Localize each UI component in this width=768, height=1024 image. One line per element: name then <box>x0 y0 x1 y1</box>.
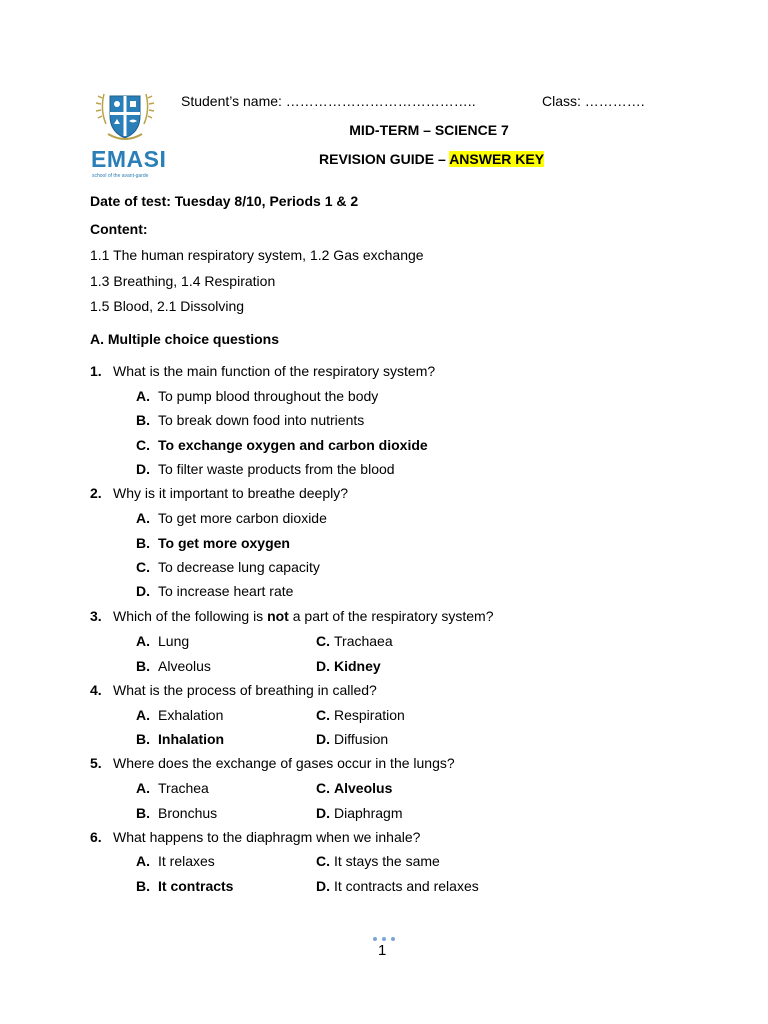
option-letter: C. <box>316 853 330 869</box>
question-number: 2. <box>90 485 102 501</box>
question-number: 4. <box>90 682 102 698</box>
page-subtitle <box>319 150 544 168</box>
correct-answer-text: It contracts <box>158 878 234 894</box>
student-name-field: Student’s name: ………………………………….. <box>181 93 476 109</box>
option-letter: A. <box>136 780 150 796</box>
option-letter: D. <box>316 731 330 747</box>
option-letter: D. <box>316 805 330 821</box>
option-letter: B. <box>136 412 150 428</box>
option-text: Lung <box>158 633 190 649</box>
section-a-title: A. Multiple choice questions <box>90 331 280 347</box>
option-letter: B. <box>136 535 150 551</box>
option-letter: A. <box>136 853 150 869</box>
option-letter: A. <box>136 510 150 526</box>
option-letter: B. <box>136 658 150 674</box>
content-label: Content: <box>90 221 148 237</box>
option-text: Bronchus <box>158 805 218 821</box>
option-letter: C. <box>136 437 150 453</box>
question-number: 1. <box>90 363 102 379</box>
option-text: It contracts and relaxes <box>334 878 479 894</box>
question-text: Where does the exchange of gases occur in the lungs? <box>113 755 455 771</box>
option-letter: C. <box>316 633 330 649</box>
content-line: 1.3 Breathing, 1.4 Respiration <box>90 273 276 289</box>
school-name-logo-text: EMASI <box>91 146 167 172</box>
question-number: 6. <box>90 829 102 845</box>
option-text: Exhalation <box>158 707 224 723</box>
option-text: Respiration <box>334 707 405 723</box>
question-text: What is the main function of the respiratory system? <box>113 363 436 379</box>
correct-answer-text: To get more oxygen <box>158 535 290 551</box>
question-text: What is the process of breathing in called? <box>113 682 377 698</box>
question-number: 5. <box>90 755 102 771</box>
answer-key-highlight: ANSWER KEY <box>449 151 545 167</box>
option-letter: D. <box>136 583 150 599</box>
option-text: To get more carbon dioxide <box>158 510 327 526</box>
option-text: To filter waste products from the blood <box>158 461 395 477</box>
option-text: It stays the same <box>334 853 440 869</box>
option-letter: A. <box>136 707 150 723</box>
option-text: To decrease lung capacity <box>158 559 320 575</box>
school-tagline: school of the avant-garde <box>92 173 149 179</box>
option-text: Diffusion <box>334 731 389 747</box>
option-letter: D. <box>136 461 150 477</box>
question-number: 3. <box>90 608 102 624</box>
correct-answer-text: Kidney <box>334 658 381 674</box>
option-letter: C. <box>316 707 330 723</box>
option-letter: A. <box>136 388 150 404</box>
content-line: 1.1 The human respiratory system, 1.2 Gas exchange <box>90 247 424 263</box>
option-text: Alveolus <box>158 658 211 674</box>
option-letter: B. <box>136 731 150 747</box>
subtitle-prefix: REVISION GUIDE – <box>319 151 450 167</box>
option-text: Diaphragm <box>334 805 403 821</box>
option-letter: B. <box>136 878 150 894</box>
option-letter: C. <box>136 559 150 575</box>
option-text: To break down food into nutrients <box>158 412 365 428</box>
page-title: MID-TERM – SCIENCE 7 <box>349 122 509 138</box>
option-text: It relaxes <box>158 853 215 869</box>
test-date: Date of test: Tuesday 8/10, Periods 1 & 2 <box>90 193 359 209</box>
option-letter: A. <box>136 633 150 649</box>
question-text: What happens to the diaphragm when we inhale? <box>113 829 421 845</box>
option-text: To pump blood throughout the body <box>158 388 379 404</box>
option-letter: B. <box>136 805 150 821</box>
question-text: Which of the following is not a part of the respiratory system? <box>113 608 494 624</box>
question-text: Why is it important to breathe deeply? <box>113 485 349 501</box>
option-text: To increase heart rate <box>158 583 294 599</box>
content-line: 1.5 Blood, 2.1 Dissolving <box>90 298 245 314</box>
correct-answer-text: Inhalation <box>158 731 225 747</box>
option-text: Trachaea <box>334 633 393 649</box>
option-letter: D. <box>316 878 330 894</box>
option-letter: C. <box>316 780 330 796</box>
correct-answer-text: To exchange oxygen and carbon dioxide <box>158 437 428 453</box>
option-letter: D. <box>316 658 330 674</box>
page-number: 1 <box>378 942 387 959</box>
class-field: Class: …………. <box>542 93 645 109</box>
correct-answer-text: Alveolus <box>334 780 393 796</box>
option-text: Trachea <box>158 780 209 796</box>
